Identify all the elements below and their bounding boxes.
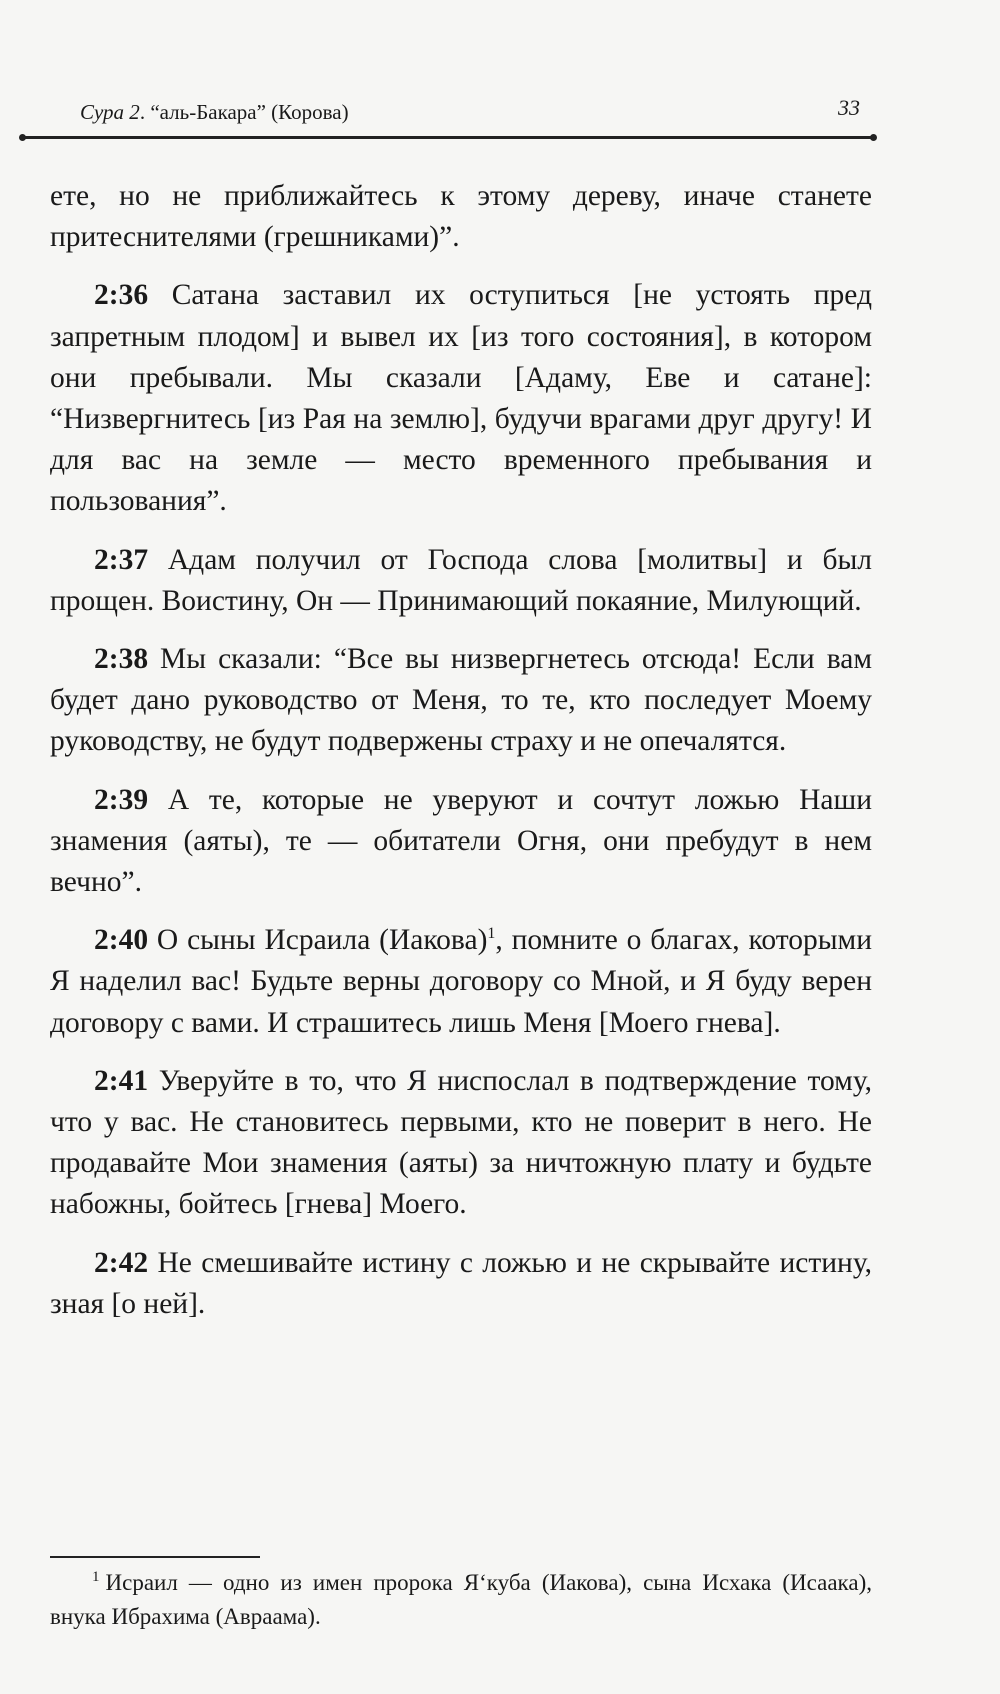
verse-2-41 [50, 1061, 872, 1226]
verse-text-continued: , помните о благах, которыми Я наделил вас! Будьте верны договору со Мной, и Я буду верен договору с вами. И страшитесь лишь Меня [Моего гнева]. [50, 924, 872, 1039]
verse-2-40 [50, 920, 872, 1044]
verse-text: Уверуйте в то, что Я ниспослал в подтверждение тому, что у вас. Не становитесь первыми, кто не поверит в него. Не продавайте Мои знамения (аяты) за ничтожную плату и будьте набожны, бойтесь [гнева] Моего. [50, 1064, 872, 1221]
verse-number: 2:38 [94, 643, 149, 676]
footnote-rule [50, 1556, 260, 1558]
verse-2-37 [50, 540, 872, 622]
sura-label: Сура 2 [80, 100, 140, 124]
verse-2-42 [50, 1243, 872, 1325]
running-header [80, 95, 860, 129]
verse-text: А те, которые не уверуют и сочтут ложью Наши знамения (аяты), те — обитатели Огня, они пребудут в нем вечно”. [50, 783, 872, 899]
verse-2-39 [50, 780, 872, 904]
verse-text: Не смешивайте истину с ложью и не скрывайте истину, зная [о ней]. [50, 1246, 872, 1320]
verse-number: 2:41 [94, 1064, 149, 1097]
main-text [50, 176, 872, 1342]
page-number: 33 [838, 95, 860, 120]
verse-text: Мы сказали: “Все вы низвергнетесь отсюда! Если вам будет дано руководство от Меня, то те, кто последует Моему руководству, не будут подвержены страху и не опечалятся. [50, 643, 872, 758]
verse-number: 2:42 [94, 1246, 149, 1279]
verse-text: Сатана заставил их оступиться [не устоять пред запретным плодом] и вывел их [из того состояния], в котором они пребывали. Мы сказали [Адаму, Еве и сатане]: “Низвергнитесь [из Рая на землю], будучи врагами друг другу! И для вас на земле — место временного пребывания и пользования”. [50, 279, 872, 518]
footnote-mark: 1 [92, 1569, 100, 1586]
verse-2-36 [50, 275, 872, 522]
continued-paragraph: ете, но не приближайтесь к этому дереву, иначе станете притеснителями (грешниками)”. [50, 180, 872, 254]
running-title [80, 95, 349, 129]
verse-2-38 [50, 639, 872, 763]
verse-number: 2:36 [94, 279, 149, 312]
sura-title: . “аль-Бакара” (Корова) [139, 100, 349, 124]
verse-number: 2:39 [94, 783, 149, 816]
verse-number: 2:37 [94, 543, 149, 576]
verse-number: 2:40 [94, 924, 149, 957]
verse-text: Адам получил от Господа слова [молитвы] и был прощен. Воистину, Он — Принимающий покаяние, Милующий. [50, 543, 872, 617]
verse-text: О сыны Исраила (Иакова) [148, 924, 488, 957]
footnote [50, 1566, 872, 1634]
footnote-text: Исраил — одно из имен пророка Я‘куба (Иакова), сына Исхака (Исаака), внука Ибрахима (Авраама). [50, 1570, 872, 1629]
footnote-reference: 1 [487, 925, 496, 943]
header-rule [22, 136, 874, 139]
